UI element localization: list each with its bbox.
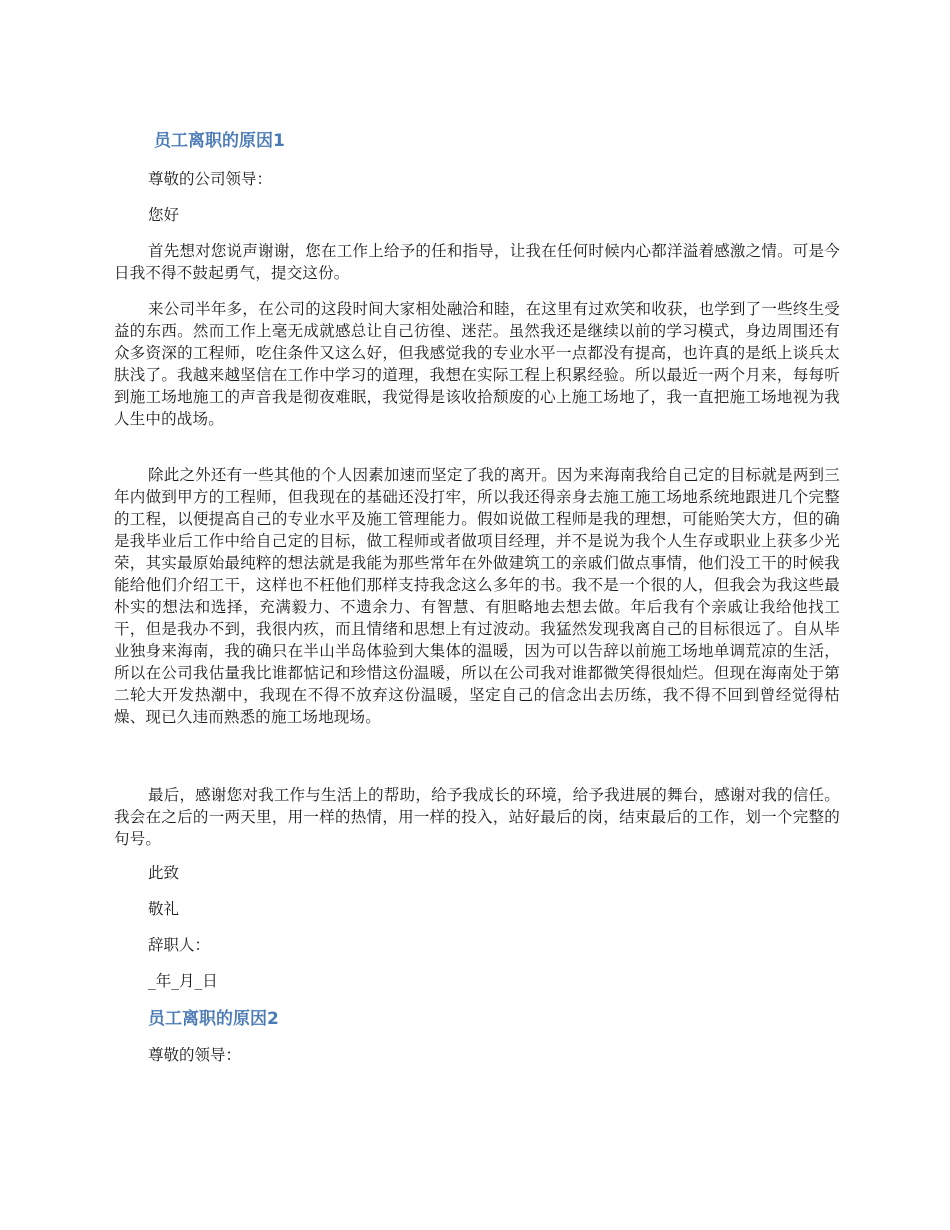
section-2-salutation: 尊敬的领导：: [148, 1046, 242, 1064]
paragraph-2: 来公司半年多，在公司的这段时间大家相处融洽和睦，在这里有过欢笑和收获，也学到了一些终生受益的东西。然而工作上毫无成就感总让自己彷徨、迷茫。虽然我还是继续以前的学习模式，身边周围还有众多资深的工程师，吃住条件又这么好，但我感觉我的专业水平一点都没有提高，也许真的是纸上谈兵太肤浅了。我越来越坚信在工作中学习的道理，我想在实际工程上积累经验。所以最近一两个月来，每每听到施工场地施工的声音我是彻夜难眠，我觉得是该收拾颓废的心上施工场地了，我一直把施工场地视为我人生中的战场。: [114, 300, 840, 428]
closing-jing-li: 敬礼: [148, 900, 180, 918]
date-line: _年_月_日: [148, 972, 218, 990]
greeting: 您好: [148, 206, 180, 224]
paragraph-4: 最后，感谢您对我工作与生活上的帮助，给予我成长的环境，给予我进展的舞台，感谢对我的信任。我会在之后的一两天里，用一样的热情，用一样的投入，站好最后的岗，结束最后的工作，划一个完整的句号。: [114, 786, 840, 848]
paragraph-3: 除此之外还有一些其他的个人因素加速而坚定了我的离开。因为来海南我给自己定的目标就是两到三年内做到甲方的工程师，但我现在的基础还没打牢，所以我还得亲身去施工施工场地系统地跟进几个完整的工程，以便提高自己的专业水平及施工管理能力。假如说做工程师是我的理想，可能贻笑大方，但的确是我毕业后工作中给自己定的目标，做工程师或者做项目经理，并不是说为我个人生存或职业上获多少光荣，其实最原始最纯粹的想法就是我能为那些常年在外做建筑工的亲戚们做点事情，他们没工干的时候我能给他们介绍工干，这样也不枉他们那样支持我念这么多年的书。我不是一个很的人，但我会为我这些最朴实的想法和选择，充满毅力、不遗余力、有智慧、有胆略地去想去做。年后我有个亲戚让我给他找工干，但是我办不到，我很内疚，而且情绪和思想上有过波动。我猛然发现我离自己的目标很远了。自从毕业独身来海南，我的确只在半山半岛体验到大集体的温暖，因为可以告辞以前施工场地单调荒凉的生活，所以在公司我估量我比谁都惦记和珍惜这份温暖，所以在公司我对谁都微笑得很灿烂。但现在海南处于第二轮大开发热潮中，我现在不得不放弃这份温暖，坚定自己的信念出去历练，我不得不回到曾经觉得枯燥、现已久违而熟悉的施工场地现场。: [114, 466, 840, 726]
closing-ci-zhi: 此致: [148, 864, 180, 882]
section-1-title: 员工离职的原因1: [154, 131, 285, 151]
signer-label: 辞职人：: [148, 936, 211, 954]
salutation: 尊敬的公司领导：: [148, 170, 273, 188]
section-2-title: 员工离职的原因2: [148, 1009, 279, 1029]
paragraph-1: 首先想对您说声谢谢，您在工作上给予的任和指导，让我在任何时候内心都洋溢着感激之情。可是今日我不得不鼓起勇气，提交这份。: [114, 242, 840, 282]
